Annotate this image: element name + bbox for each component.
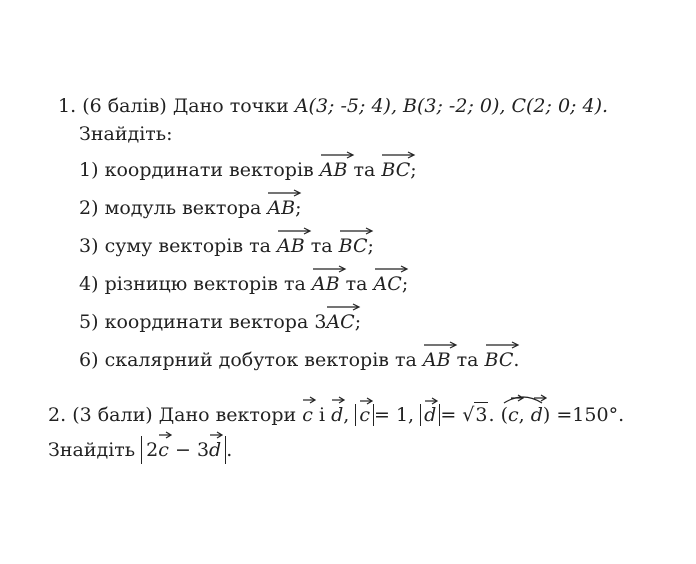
task2-find-label: Знайдіть: [48, 439, 136, 461]
vector-arrow-icon: [277, 227, 311, 235]
vector-arrow-icon: [209, 431, 223, 439]
task1-item-6: 6) скалярний добуток векторів та AB та BC.: [79, 348, 519, 372]
vector-bc: BC: [339, 234, 368, 258]
vector-bc: BC: [485, 348, 514, 372]
vector-ac: AC: [326, 310, 354, 334]
expression-abs: 2 c − 3 d: [141, 436, 226, 464]
task1-item-4: 4) різницю векторів та AB та AC;: [79, 272, 408, 296]
item-conj: та: [310, 235, 333, 257]
point-b: B(3; -2; 0),: [403, 95, 506, 117]
vector-arrow-icon: [302, 396, 316, 404]
vector-ac: AC: [374, 272, 402, 296]
abs-c-value: = 1,: [374, 404, 415, 426]
vector-arrow-icon: [381, 151, 415, 159]
point-c: C(2; 0; 4).: [511, 95, 609, 117]
vector-ab: AB: [277, 234, 305, 258]
vector-arrow-icon: [485, 341, 519, 349]
vector-arrow-icon: [374, 265, 408, 273]
item-conj: та: [456, 349, 479, 371]
task2-points: (3 бали): [72, 404, 153, 426]
task1-number: 1.: [58, 95, 77, 117]
vector-arrow-icon: [320, 151, 354, 159]
task1-item-5: 5) координати вектора 3 AC;: [79, 310, 361, 334]
task1-item-1: 1) координати векторів AB та BC;: [79, 158, 417, 182]
item-text: координати вектора: [104, 311, 309, 333]
sqrt-3: √3: [462, 404, 488, 426]
abs-d: d: [420, 404, 440, 426]
item-text: скалярний добуток векторів та: [104, 349, 417, 371]
item-text: модуль вектора: [104, 197, 262, 219]
vector-c: c: [302, 403, 313, 427]
vector-ab: AB: [423, 348, 451, 372]
item-text: різницю векторів та: [104, 273, 306, 295]
vector-ab: AB: [267, 196, 295, 220]
task2-heading: 2. (3 бали) Дано вектори c і d, c = 1, d = √3. ( c, d) =150°.: [48, 402, 624, 427]
task2-intro: Дано вектори: [158, 404, 297, 426]
vector-coefficient: 3: [314, 311, 327, 333]
task2-number: 2.: [48, 404, 67, 426]
vector-d: d: [331, 403, 343, 427]
abs-c: c: [355, 404, 374, 426]
vector-arrow-icon: [339, 227, 373, 235]
item-number: 5): [79, 311, 99, 333]
task1-intro: Дано точки: [172, 95, 289, 117]
vector-ab: AB: [320, 158, 348, 182]
vector-arrow-icon: [510, 394, 524, 402]
item-conj: та: [345, 273, 368, 295]
item-number: 6): [79, 349, 99, 371]
point-a: A(3; -5; 4),: [294, 95, 397, 117]
vector-arrow-icon: [267, 189, 301, 197]
task1-item-3: 3) суму векторів та AB та BC;: [79, 234, 374, 258]
vector-bc: BC: [381, 158, 410, 182]
vector-arrow-icon: [533, 394, 547, 402]
sqrt-icon: √: [462, 404, 475, 426]
vector-arrow-icon: [331, 396, 345, 404]
vector-arrow-icon: [359, 397, 373, 405]
item-number: 4): [79, 273, 99, 295]
item-number: 2): [79, 197, 99, 219]
angle-c-d: ( c, d): [501, 403, 551, 427]
conjunction-i: і: [318, 404, 326, 426]
task2-find: Знайдіть 2 c − 3 d .: [48, 436, 232, 464]
task1-find: Знайдіть:: [79, 123, 173, 145]
item-text: координати векторів: [104, 159, 314, 181]
item-number: 3): [79, 235, 99, 257]
item-number: 1): [79, 159, 99, 181]
task1-item-2: 2) модуль вектора AB;: [79, 196, 302, 220]
vector-ab: AB: [312, 272, 340, 296]
vector-arrow-icon: [312, 265, 346, 273]
vector-arrow-icon: [424, 397, 438, 405]
vector-arrow-icon: [326, 303, 360, 311]
angle-value: =150°.: [556, 404, 625, 426]
vector-arrow-icon: [158, 431, 172, 439]
task1-heading: [58, 94, 608, 118]
vector-arrow-icon: [423, 341, 457, 349]
item-conj: та: [353, 159, 376, 181]
item-text: суму векторів та: [104, 235, 271, 257]
task1-points: (6 балів): [82, 95, 167, 117]
